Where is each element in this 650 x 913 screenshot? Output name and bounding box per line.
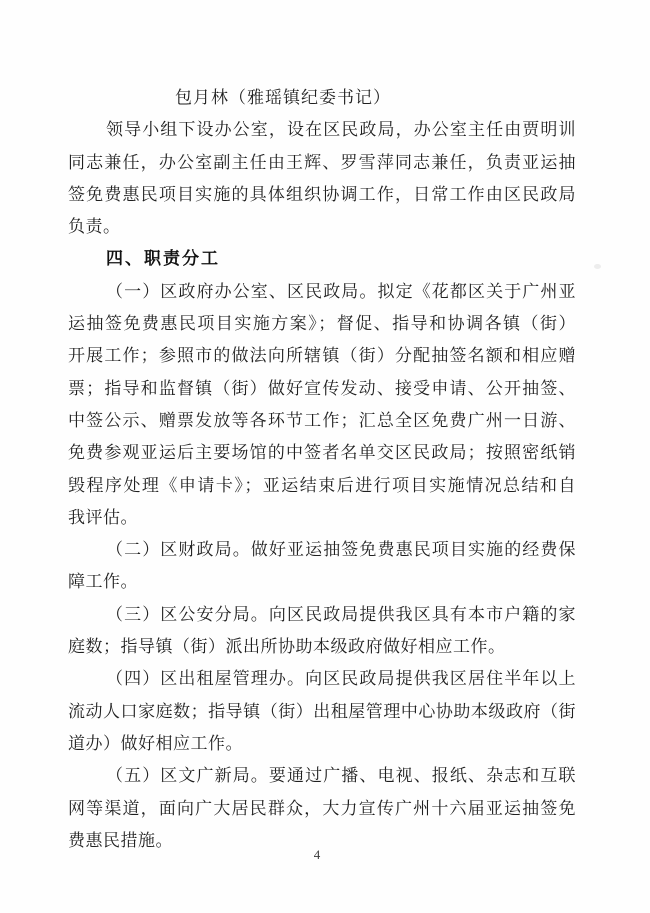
- text-line: 票；指导和监督镇（街）做好宣传发动、接受申请、公开抽签、: [68, 378, 576, 398]
- text-line: 负责。: [68, 217, 121, 237]
- name-line: 包月林（雅瑶镇纪委书记）: [175, 88, 391, 107]
- text-line: 免费参观亚运后主要场馆的中签者名单交区民政局；按照密纸销: [68, 443, 576, 463]
- text-line: （一）区政府办公室、区民政局。拟定《花都区关于广州亚: [106, 281, 576, 301]
- text-line: （五）区文广新局。要通过广播、电视、报纸、杂志和互联: [106, 766, 576, 786]
- text-line: （四）区出租屋管理办。向区民政局提供我区居住半年以上: [106, 669, 576, 689]
- page-number: 4: [313, 847, 321, 862]
- text-line: 庭数；指导镇（街）派出所协助本级政府做好相应工作。: [68, 637, 506, 657]
- scan-artifact: [594, 264, 601, 269]
- text-line: 开展工作；参照市的做法向所辖镇（街）分配抽签名额和相应赠: [68, 346, 576, 366]
- text-line: 障工作。: [68, 572, 138, 592]
- text-line: 同志兼任，办公室副主任由王辉、罗雪萍同志兼任，负责亚运抽: [68, 152, 576, 172]
- text-line: 费惠民措施。: [68, 830, 173, 850]
- text-line: 流动人口家庭数；指导镇（街）出租屋管理中心协助本级政府（街: [68, 701, 576, 721]
- text-line: （三）区公安分局。向区民政局提供我区具有本市户籍的家: [106, 604, 576, 624]
- text-line: 签免费惠民项目实施的具体组织协调工作，日常工作由区民政局: [68, 184, 576, 204]
- text-line: 领导小组下设办公室，设在区民政局，办公室主任由贾明训: [106, 120, 576, 140]
- section-heading: 四、职责分工: [106, 249, 220, 269]
- text-line: 道办）做好相应工作。: [68, 733, 243, 753]
- text-line: 网等渠道，面向广大居民群众，大力宣传广州十六届亚运抽签免: [68, 798, 576, 818]
- text-line: 毁程序处理《申请卡》；亚运结束后进行项目实施情况总结和自: [68, 475, 576, 495]
- text-line: 中签公示、赠票发放等各环节工作；汇总全区免费广州一日游、: [68, 410, 576, 430]
- text-line: 运抽签免费惠民项目实施方案》；督促、指导和协调各镇（街）: [68, 314, 576, 334]
- text-line: 我评估。: [68, 507, 138, 527]
- text-line: （二）区财政局。做好亚运抽签免费惠民项目实施的经费保: [106, 540, 576, 560]
- document-body: [68, 82, 576, 857]
